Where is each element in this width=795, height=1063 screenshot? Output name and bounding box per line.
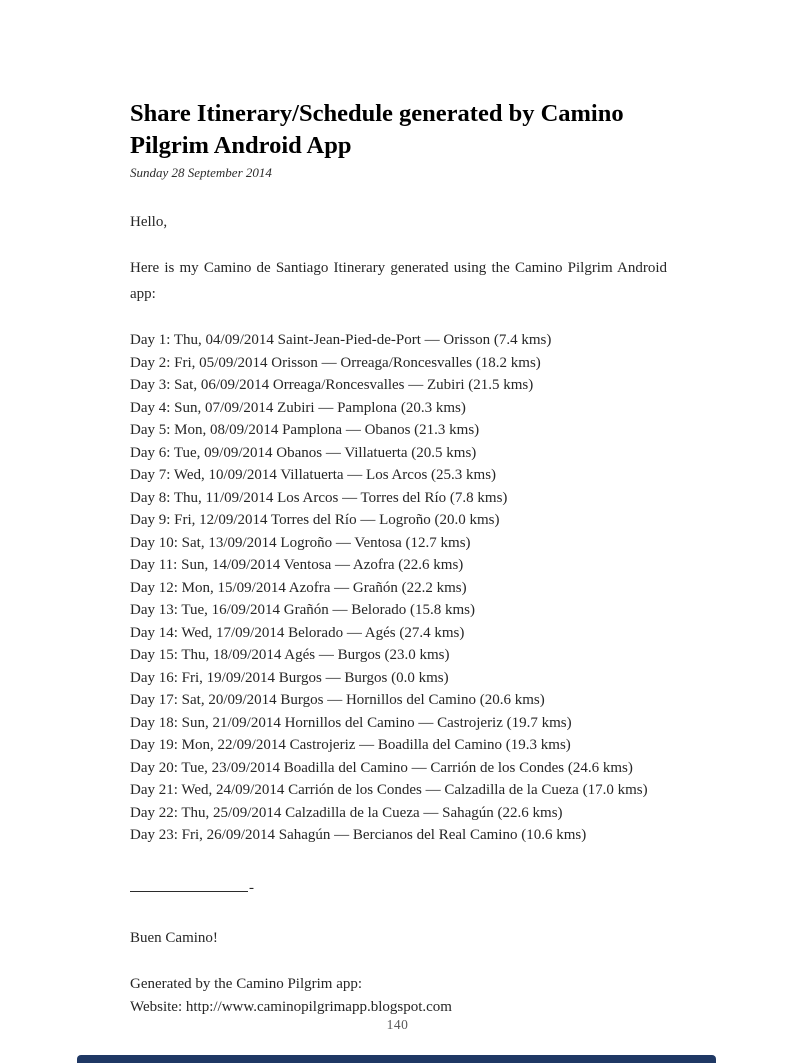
itinerary-line: Day 19: Mon, 22/09/2014 Castrojeriz — Boadilla del Camino (19.3 kms) bbox=[130, 737, 571, 754]
footer-bar bbox=[77, 1055, 716, 1063]
itinerary-line: Day 23: Fri, 26/09/2014 Sahagún — Bercianos del Real Camino (10.6 kms) bbox=[130, 827, 587, 844]
itinerary-line: Day 10: Sat, 13/09/2014 Logroño — Ventosa (12.7 kms) bbox=[130, 534, 471, 551]
generated-by-text: Generated by the Camino Pilgrim app: bbox=[130, 976, 363, 993]
page-number: 140 bbox=[386, 1017, 409, 1032]
separator-line bbox=[130, 877, 248, 892]
itinerary-line: Day 2: Fri, 05/09/2014 Orisson — Orreaga/Roncesvalles (18.2 kms) bbox=[130, 354, 541, 371]
itinerary-line: Day 14: Wed, 17/09/2014 Belorado — Agés (27.4 kms) bbox=[130, 624, 465, 641]
intro-text: Here is my Camino de Santiago Itinerary generated using the Camino Pilgrim Android app: bbox=[130, 260, 667, 303]
itinerary-line: Day 5: Mon, 08/09/2014 Pamplona — Obanos (21.3 kms) bbox=[130, 422, 480, 439]
itinerary-line: Day 4: Sun, 07/09/2014 Zubiri — Pamplona (20.3 kms) bbox=[130, 399, 466, 416]
separator-dash: - bbox=[249, 879, 254, 896]
document-content bbox=[130, 98, 667, 1018]
itinerary-line: Day 22: Thu, 25/09/2014 Calzadilla de la Cueza — Sahagún (22.6 kms) bbox=[130, 804, 563, 821]
itinerary-line: Day 8: Thu, 11/09/2014 Los Arcos — Torres del Río (7.8 kms) bbox=[130, 489, 508, 506]
itinerary-line: Day 15: Thu, 18/09/2014 Agés — Burgos (23.0 kms) bbox=[130, 647, 450, 664]
closing-text: Buen Camino! bbox=[130, 929, 218, 946]
itinerary-line: Day 21: Wed, 24/09/2014 Carrión de los Condes — Calzadilla de la Cueza (17.0 kms) bbox=[130, 782, 648, 799]
itinerary-line: Day 1: Thu, 04/09/2014 Saint-Jean-Pied-de-Port — Orisson (7.4 kms) bbox=[130, 332, 552, 349]
website-text: Website: http://www.caminopilgrimapp.blogspot.com bbox=[130, 998, 452, 1015]
itinerary-line: Day 17: Sat, 20/09/2014 Burgos — Hornillos del Camino (20.6 kms) bbox=[130, 692, 545, 709]
itinerary-line: Day 9: Fri, 12/09/2014 Torres del Río — Logroño (20.0 kms) bbox=[130, 512, 500, 529]
post-date: Sunday 28 September 2014 bbox=[130, 164, 272, 180]
itinerary-line: Day 16: Fri, 19/09/2014 Burgos — Burgos (0.0 kms) bbox=[130, 669, 449, 686]
itinerary-line: Day 7: Wed, 10/09/2014 Villatuerta — Los Arcos (25.3 kms) bbox=[130, 467, 497, 484]
itinerary-line: Day 12: Mon, 15/09/2014 Azofra — Grañón (22.2 kms) bbox=[130, 579, 467, 596]
signature-separator bbox=[130, 877, 667, 899]
greeting-text: Hello, bbox=[130, 213, 168, 230]
itinerary-line: Day 11: Sun, 14/09/2014 Ventosa — Azofra (22.6 kms) bbox=[130, 557, 464, 574]
itinerary-line: Day 6: Tue, 09/09/2014 Obanos — Villatuerta (20.5 kms) bbox=[130, 444, 477, 461]
itinerary-line: Day 20: Tue, 23/09/2014 Boadilla del Camino — Carrión de los Condes (24.6 kms) bbox=[130, 759, 633, 776]
itinerary-line: Day 3: Sat, 06/09/2014 Orreaga/Roncesvalles — Zubiri (21.5 kms) bbox=[130, 377, 534, 394]
itinerary-line: Day 18: Sun, 21/09/2014 Hornillos del Camino — Castrojeriz (19.7 kms) bbox=[130, 714, 572, 731]
itinerary-line: Day 13: Tue, 16/09/2014 Grañón — Belorado (15.8 kms) bbox=[130, 602, 475, 619]
itinerary-list bbox=[130, 329, 667, 847]
page-title: Share Itinerary/Schedule generated by Camino Pilgrim Android App bbox=[130, 100, 624, 159]
